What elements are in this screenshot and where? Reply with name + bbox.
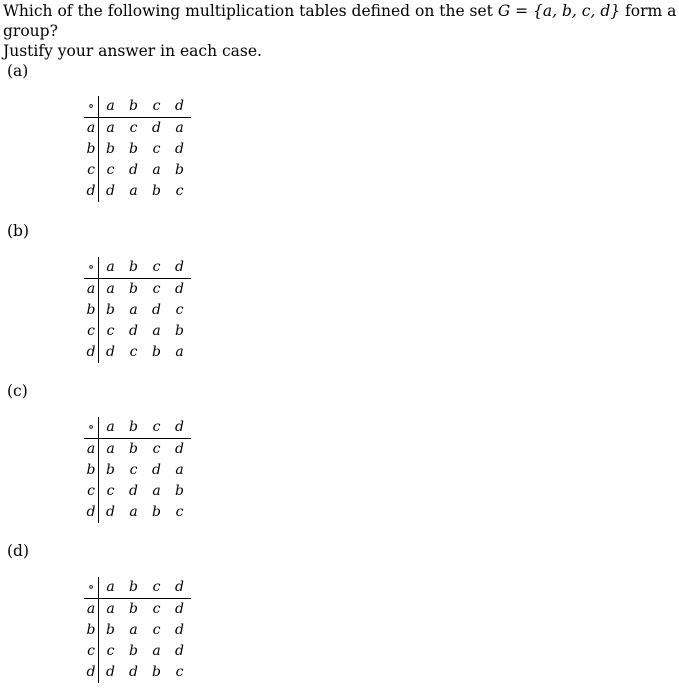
table-cell: d [129, 483, 138, 499]
table-cell: d [175, 281, 184, 297]
table-cell: b [152, 664, 161, 680]
row-header: b [84, 300, 99, 321]
col-header: c [145, 257, 168, 279]
table-cell: c [152, 622, 161, 638]
col-header: c [145, 96, 168, 118]
table-cell: d [129, 323, 138, 339]
part-a-label: (a) [7, 62, 29, 80]
part-c-label: (c) [7, 382, 28, 400]
question-line1-suffix: form a group? [3, 2, 677, 40]
row-header: a [84, 118, 99, 140]
col-header: a [99, 257, 123, 279]
row-header: b [84, 620, 99, 641]
table-cell: d [175, 441, 184, 457]
table-cell: a [152, 483, 161, 499]
table-cell: d [106, 183, 115, 199]
table-cell: b [106, 462, 115, 478]
table-cell: a [175, 462, 184, 478]
table-cell: a [152, 162, 161, 178]
table-cell: d [106, 344, 115, 360]
table-cell: c [106, 323, 115, 339]
table-cell: c [152, 441, 161, 457]
table-a [84, 96, 191, 202]
table-cell: b [129, 643, 138, 659]
table-cell: b [152, 344, 161, 360]
row-header: a [84, 279, 99, 301]
table-cell: b [106, 622, 115, 638]
row-header: b [84, 139, 99, 160]
table-cell: b [106, 141, 115, 157]
col-header: d [168, 257, 191, 279]
table-cell: d [175, 622, 184, 638]
part-b-label: (b) [7, 222, 30, 240]
table-cell: c [152, 601, 161, 617]
table-cell: a [106, 601, 115, 617]
table-cell: d [106, 504, 115, 520]
question-text [3, 1, 679, 61]
col-header: c [145, 577, 168, 599]
table-cell: b [175, 323, 184, 339]
table-cell: b [175, 162, 184, 178]
col-header: a [99, 96, 123, 118]
operator-symbol: ∘ [84, 417, 99, 439]
table-cell: b [129, 441, 138, 457]
table-cell: d [129, 162, 138, 178]
row-header: d [84, 502, 99, 523]
col-header: a [99, 577, 123, 599]
row-header: c [84, 641, 99, 662]
row-header: a [84, 599, 99, 621]
operator-symbol: ∘ [84, 257, 99, 279]
table-cell: a [129, 504, 138, 520]
col-header: c [145, 417, 168, 439]
row-header: d [84, 181, 99, 202]
table-cell: d [152, 120, 161, 136]
table-cell: c [106, 483, 115, 499]
row-header: b [84, 460, 99, 481]
row-header: a [84, 439, 99, 461]
table-cell: d [175, 141, 184, 157]
table-cell: a [129, 183, 138, 199]
table-cell: c [129, 344, 138, 360]
table-cell: c [175, 302, 184, 318]
row-header: c [84, 321, 99, 342]
table-cell: d [152, 462, 161, 478]
table-cell: a [129, 622, 138, 638]
table-cell: c [175, 664, 184, 680]
question-line1-prefix: Which of the following multiplication tables defined on the set [3, 2, 498, 20]
operator-symbol: ∘ [84, 577, 99, 599]
col-header: a [99, 417, 123, 439]
table-c [84, 417, 191, 523]
col-header: b [122, 257, 145, 279]
table-d [84, 577, 191, 683]
table-cell: a [175, 120, 184, 136]
table-cell: b [129, 601, 138, 617]
table-cell: b [129, 281, 138, 297]
col-header: d [168, 577, 191, 599]
col-header: d [168, 417, 191, 439]
table-cell: a [129, 302, 138, 318]
table-cell: a [106, 120, 115, 136]
row-header: d [84, 342, 99, 363]
table-cell: c [152, 141, 161, 157]
table-cell: c [129, 120, 138, 136]
table-cell: d [152, 302, 161, 318]
table-cell: c [106, 162, 115, 178]
col-header: b [122, 417, 145, 439]
table-cell: d [106, 664, 115, 680]
table-cell: c [175, 504, 184, 520]
table-cell: a [106, 441, 115, 457]
operator-symbol: ∘ [84, 96, 99, 118]
table-cell: d [129, 664, 138, 680]
set-definition: G = {a, b, c, d} [497, 2, 621, 20]
question-line2: Justify your answer in each case. [3, 42, 262, 60]
table-cell: d [175, 643, 184, 659]
table-cell: c [106, 643, 115, 659]
row-header: d [84, 662, 99, 683]
part-d-label: (d) [7, 542, 30, 560]
col-header: b [122, 96, 145, 118]
col-header: d [168, 96, 191, 118]
table-cell: b [129, 141, 138, 157]
table-b [84, 257, 191, 363]
table-cell: b [175, 483, 184, 499]
table-cell: c [175, 183, 184, 199]
table-cell: a [106, 281, 115, 297]
table-cell: b [152, 504, 161, 520]
table-cell: b [152, 183, 161, 199]
table-cell: c [152, 281, 161, 297]
table-cell: a [152, 323, 161, 339]
table-cell: a [152, 643, 161, 659]
row-header: c [84, 160, 99, 181]
table-cell: d [175, 601, 184, 617]
table-cell: a [175, 344, 184, 360]
table-cell: c [129, 462, 138, 478]
row-header: c [84, 481, 99, 502]
col-header: b [122, 577, 145, 599]
table-cell: b [106, 302, 115, 318]
